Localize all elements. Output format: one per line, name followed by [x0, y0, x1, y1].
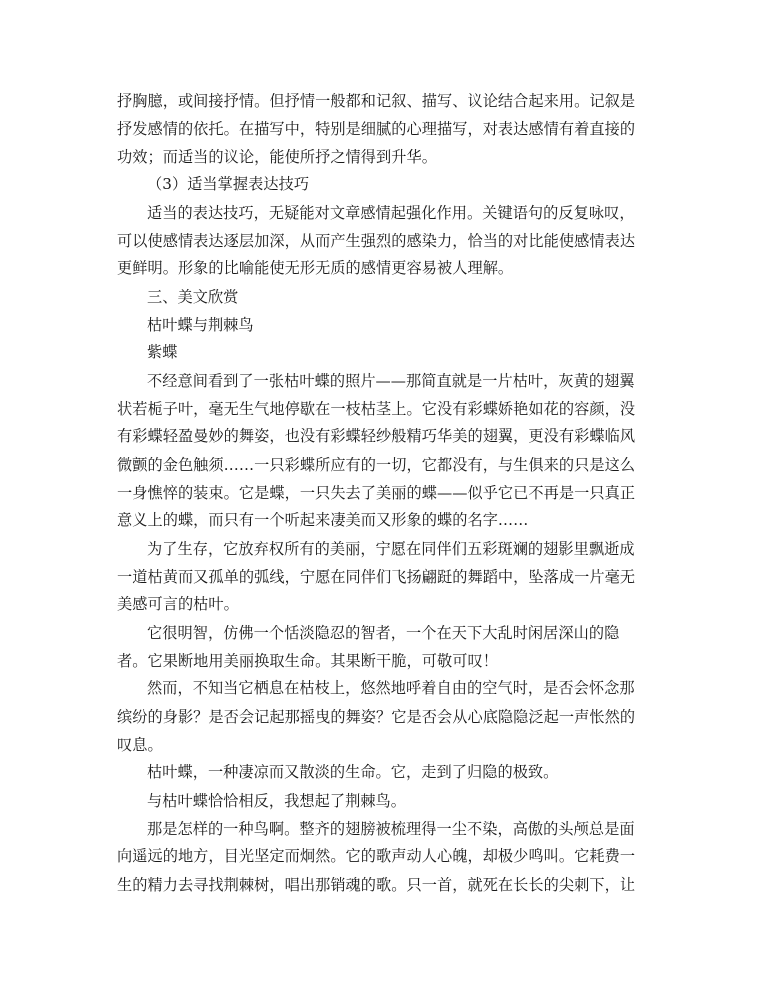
paragraph-line: 者。它果断地用美丽换取生命。其果断干脆，可敬可叹！ — [117, 652, 498, 670]
article-title: 枯叶蝶与荆棘鸟 — [147, 316, 254, 334]
paragraph-line: 功效；而适当的议论，能使所抒之情得到升华。 — [117, 148, 437, 166]
paragraph-line: 美感可言的枯叶。 — [117, 595, 239, 613]
paragraph-line: 微颤的金色触须……一只彩蝶所应有的一切，它都没有，与生俱来的只是这么 — [117, 456, 636, 474]
paragraph-line: 可以使感情表达逐层加深，从而产生强烈的感染力，恰当的对比能使感情表达 — [117, 232, 636, 250]
paragraph-line: 更鲜明。形象的比喻能使无形无质的感情更容易被人理解。 — [117, 259, 514, 277]
paragraph-line: 枯叶蝶，一种凄凉而又散淡的生命。它，走到了归隐的极致。 — [147, 763, 559, 781]
paragraph-line: 生的精力去寻找荆棘树，唱出那销魂的歌。只一首，就死在长长的尖刺下，让 — [117, 876, 636, 894]
paragraph-line: 状若栀子叶，毫无生气地停歇在一枝枯茎上。它没有彩蝶娇艳如花的容颜，没 — [117, 400, 636, 418]
paragraph-line: 一身憔悴的装束。它是蝶，一只失去了美丽的蝶——似乎它已不再是一只真正 — [117, 484, 636, 502]
paragraph-line: 为了生存，它放弃权所有的美丽，宁愿在同伴们五彩斑斓的翅影里飘逝成 — [147, 540, 635, 558]
paragraph-line: 叹息。 — [117, 736, 163, 754]
paragraph-line: 它很明智，仿佛一个恬淡隐忍的智者，一个在天下大乱时闲居深山的隐 — [147, 624, 620, 642]
paragraph-line: 抒发感情的依托。在描写中，特别是细腻的心理描写，对表达感情有着直接的 — [117, 120, 636, 138]
paragraph-line: 与枯叶蝶恰恰相反，我想起了荆棘鸟。 — [147, 792, 407, 810]
paragraph-line: 不经意间看到了一张枯叶蝶的照片——那简直就是一片枯叶，灰黄的翅翼 — [147, 372, 635, 390]
article-author: 紫蝶 — [147, 343, 178, 361]
paragraph-line: 抒胸臆，或间接抒情。但抒情一般都和记叙、描写、议论结合起来用。记叙是 — [117, 92, 636, 110]
paragraph-line: 有彩蝶轻盈曼妙的舞姿，也没有彩蝶轻纱般精巧华美的翅翼，更没有彩蝶临风 — [117, 427, 636, 445]
paragraph-line: 意义上的蝶，而只有一个听起来凄美而又形象的蝶的名字…… — [117, 511, 529, 529]
paragraph-line: 适当的表达技巧，无疑能对文章感情起强化作用。关键语句的反复咏叹， — [147, 204, 635, 222]
paragraph-line: 然而，不知当它栖息在枯枝上，悠然地呼着自由的空气时，是否会怀念那 — [147, 679, 635, 697]
paragraph-line: 缤纷的身影？是否会记起那摇曳的舞姿？它是否会从心底隐隐泛起一声怅然的 — [117, 708, 636, 726]
section-heading: 三、美文欣赏 — [147, 288, 239, 306]
paragraph-line: 那是怎样的一种鸟啊。整齐的翅膀被梳理得一尘不染，高傲的头颅总是面 — [147, 820, 635, 838]
subsection-heading: （3）适当掌握表达技巧 — [147, 175, 310, 193]
paragraph-line: 向遥远的地方，目光坚定而炯然。它的歌声动人心魄，却极少鸣叫。它耗费一 — [117, 847, 636, 865]
paragraph-line: 一道枯黄而又孤单的弧线，宁愿在同伴们飞扬翩跹的舞蹈中，坠落成一片毫无 — [117, 568, 636, 586]
